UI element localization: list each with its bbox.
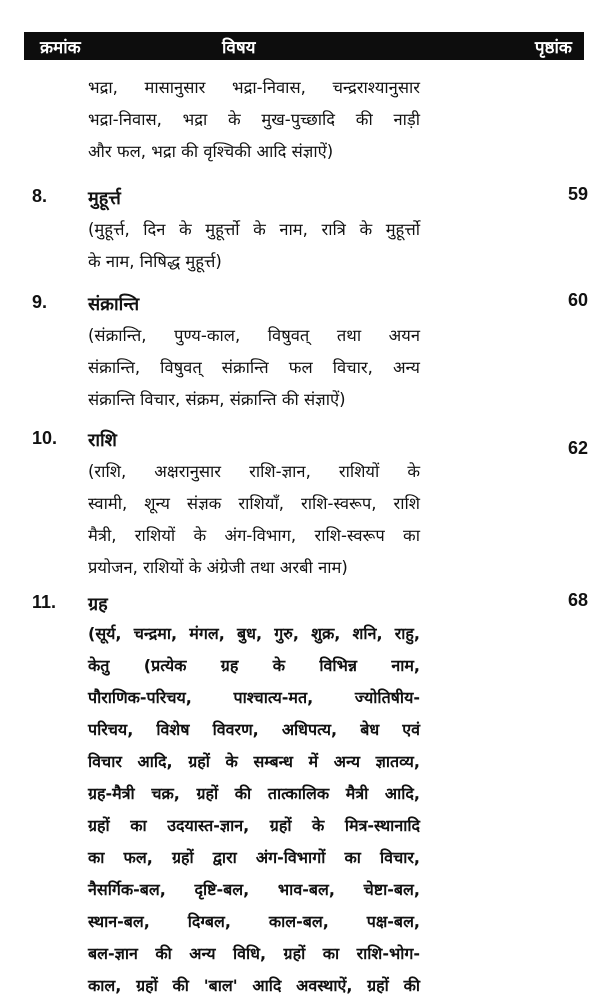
description-line: मैत्री, राशियों के अंग-विभाग, राशि-स्वरूप का (88, 526, 420, 545)
entry-page: 60 (567, 290, 588, 310)
entry-page: 68 (567, 590, 588, 610)
description-line: के नाम, निषिद्ध मुहूर्त्त) (88, 252, 222, 271)
description-line: का फल, ग्रहों द्वारा अंग-विभागों का विचार, (88, 848, 420, 867)
header-subject: विषय (222, 38, 256, 58)
description-line: (मुहूर्त्त, दिन के मुहूर्त्तो के नाम, रात्रि के मुहूर्त्तो (88, 220, 420, 239)
description-line: और फल, भद्रा की वृश्चिकी आदि संज्ञाऐं) (88, 142, 334, 161)
description-line: (राशि, अक्षरानुसार राशि-ज्ञान, राशियों के (88, 462, 420, 481)
description-line: स्थान-बल, दिग्बल, काल-बल, पक्ष-बल, (88, 912, 420, 931)
description-line: संक्रान्ति, विषुवत् संक्रान्ति फल विचार, अन्य (88, 358, 420, 377)
entry-number: 8. (32, 186, 48, 206)
description-line: पौराणिक-परिचय, पाश्चात्य-मत, ज्योतिषीय- (88, 688, 420, 707)
description-line: परिचय, विशेष विवरण, अधिपत्य, बेध एवं (88, 720, 420, 739)
description-line: ग्रह-मैत्री चक्र, ग्रहों की तात्कालिक मैत्री आदि, (88, 784, 420, 803)
description-line: केतु (प्रत्येक ग्रह के विभिन्न नाम, (88, 656, 420, 675)
description-line: (संक्रान्ति, पुण्य-काल, विषुवत् तथा अयन (88, 326, 420, 345)
description-line: ग्रहों का उदयास्त-ज्ञान, ग्रहों के मित्र-स्थानादि (88, 816, 420, 835)
continuation-description (88, 72, 420, 168)
entry-description (88, 320, 420, 416)
table-header (24, 32, 584, 60)
description-line: भद्रा, मासानुसार भद्रा-निवास, चन्द्रराश्यानुसार (88, 78, 420, 97)
entry-title: ग्रह (88, 594, 108, 615)
entry-number: 11. (32, 592, 57, 612)
description-line: भद्रा-निवास, भद्रा के मुख-पुच्छादि की नाड़ी (88, 110, 420, 129)
description-line: बल-ज्ञान की अन्य विधि, ग्रहों का राशि-भोग- (88, 944, 420, 963)
description-line: विचार आदि, ग्रहों के सम्बन्ध में अन्य ज्ञातव्य, (88, 752, 420, 771)
entry-description (88, 214, 420, 278)
entry-title: राशि (88, 430, 117, 451)
entry-title: संक्रान्ति (88, 294, 140, 315)
description-line: संक्रान्ति विचार, संक्रम, संक्रान्ति की संज्ञाऐं) (88, 390, 346, 409)
entry-page: 62 (567, 438, 588, 458)
entry-number: 10. (32, 428, 58, 448)
entry-page: 59 (567, 184, 588, 204)
entry-title: मुहूर्त्त (88, 188, 121, 209)
entry-description (88, 618, 420, 1002)
entry-description (88, 456, 420, 584)
description-line: काल, ग्रहों की 'बाल' आदि अवस्थाऐं, ग्रहों की (88, 976, 420, 995)
entry-number: 9. (32, 292, 48, 312)
description-line: स्वामी, शून्य संज्ञक राशियाँ, राशि-स्वरूप, राशि (88, 494, 420, 513)
description-line: प्रयोजन, राशियों के अंग्रेजी तथा अरबी नाम) (88, 558, 348, 577)
description-line: नैसर्गिक-बल, दृष्टि-बल, भाव-बल, चेष्टा-बल, (88, 880, 420, 899)
description-line: (सूर्य, चन्द्रमा, मंगल, बुध, गुरु, शुक्र, शनि, राहु, (88, 624, 420, 643)
header-page: पृष्ठांक (534, 38, 572, 58)
header-serial: क्रमांक (40, 38, 81, 58)
